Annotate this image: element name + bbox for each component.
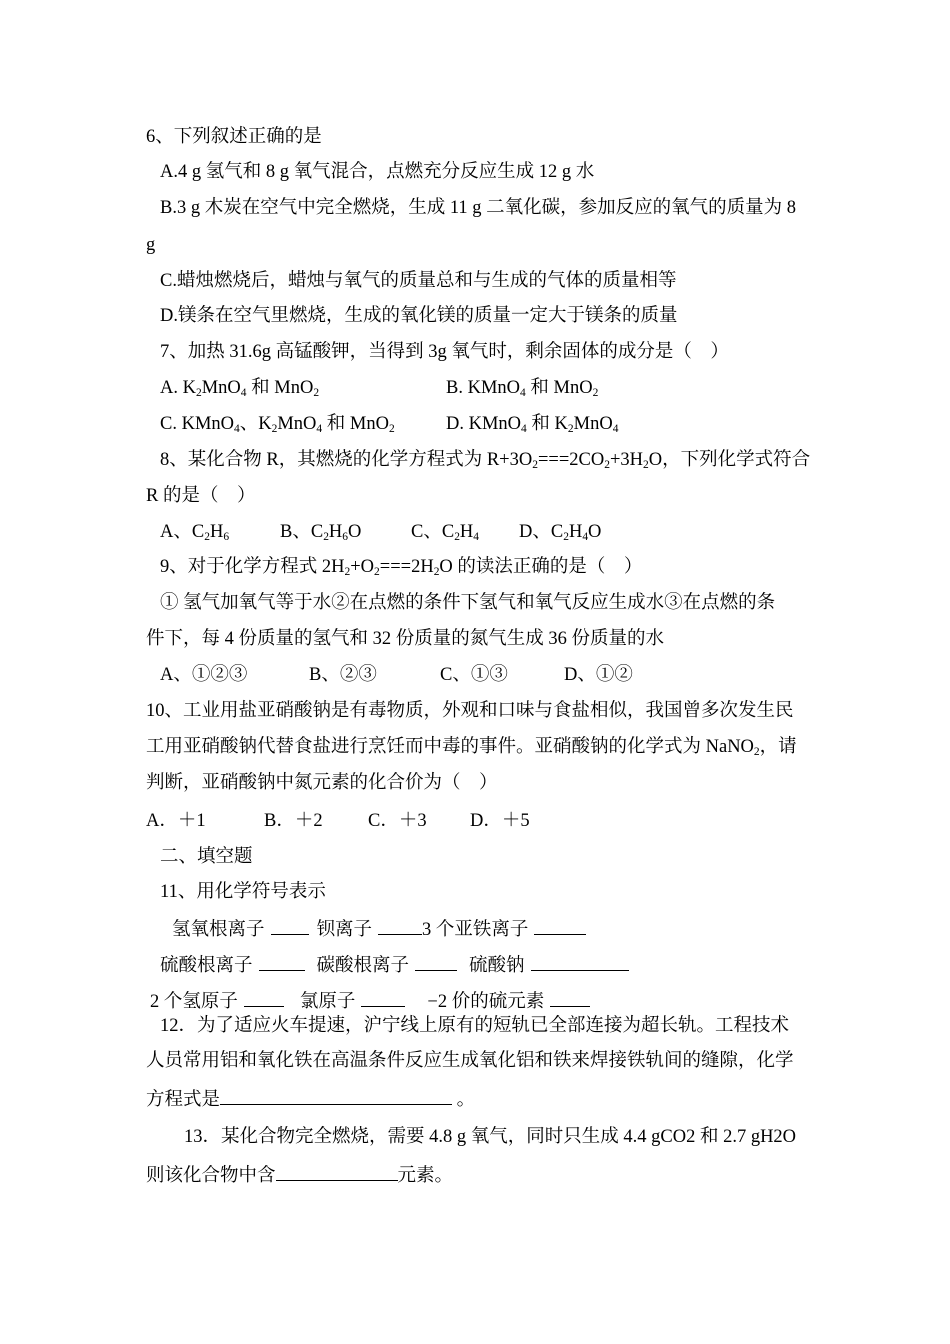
answer-blank[interactable] [259,950,305,971]
q11-label: −2 价的硫元素 [427,992,545,1012]
element-blank[interactable] [276,1160,398,1181]
q10-line1: 10、工业用盐亚硝酸钠是有毒物质，外观和口味与食盐相似，我国曾多次发生民 [146,701,794,721]
q7-option-b: B. KMnO$_4$ 和 MnO$_2$ [446,378,599,399]
q11-label: 碳酸根离子 [316,956,410,976]
q11-label: 氯原子 [299,992,356,1012]
q8-option-b: B、$C_2H_6O$ [280,522,362,543]
q10-option-a: A．＋1 [146,811,206,831]
answer-blank[interactable] [415,950,457,971]
q9-option-d: D、①② [564,665,633,685]
q8-stem-line2: R 的是（ ） [146,486,256,506]
q9-statements-line2: 件下，每 4 份质量的氢气和 32 份质量的氮气生成 36 份质量的水 [146,629,665,649]
answer-blank[interactable] [271,914,309,935]
q9-statements-line1: ① 氢气加氧气等于水②在点燃的条件下氢气和氧气反应生成水③在点燃的条 [160,593,776,613]
q9-option-b: B、②③ [309,665,377,685]
q13-line2: 则该化合物中含 元素。 [146,1160,453,1189]
q10-line3: 判断，亚硝酸钠中氮元素的化合价为（ ） [146,773,498,793]
q10-option-c: C．＋3 [368,811,427,831]
q12-line2: 人员常用铝和氧化铁在高温条件反应生成氧化铝和铁来焊接铁轨间的缝隙，化学 [146,1051,794,1071]
q11-label: 硫酸钠 [469,956,525,976]
answer-blank[interactable] [550,986,590,1007]
q7-option-a: A. $K_2MnO_4$ 和 MnO$_2$ [160,378,320,399]
q8-option-c: C、$C_2H_4$ [411,522,480,543]
q11-row3 [150,986,590,1015]
q11-stem: 11、用化学符号表示 [160,882,326,902]
q8-option-a: A、$C_2H_6$ [160,522,230,543]
q6-option-c: C.蜡烛燃烧后，蜡烛与氧气的质量总和与生成的气体的质量相等 [160,271,677,291]
q6-option-b-line1: B.3 g 木炭在空气中完全燃烧，生成 11 g 二氧化碳，参加反应的氧气的质量为 8 [160,198,797,218]
answer-blank[interactable] [378,914,422,935]
q11-label: 硫酸根离子 [160,956,253,976]
q6-option-b-line2: g [146,235,156,255]
q10-option-b: B．＋2 [264,811,323,831]
equation-blank[interactable] [220,1084,452,1105]
q8-stem: 8、某化合物 R，其燃烧的化学方程式为 $R+3O_2===2CO_2+3H_2O$，下列化学式符合 [160,450,811,471]
q9-option-c: C、①③ [440,665,508,685]
q10-line2: 工用亚硝酸钠代替食盐进行烹饪而中毒的事件。亚硝酸钠的化学式为 NaNO$_2$，请 [146,737,797,758]
q12-line1: 12．为了适应火车提速，沪宁线上原有的短轨已全部连接为超长轨。工程技术 [160,1016,790,1036]
q6-option-d: D.镁条在空气里燃烧，生成的氧化镁的质量一定大于镁条的质量 [160,306,678,326]
q7-stem: 7、加热 31.6g 高锰酸钾，当得到 3g 氧气时，剩余固体的成分是（ ） [160,342,729,362]
q13-line1: 13．某化合物完全燃烧，需要 4.8 g 氧气，同时只生成 4.4 gCO2 和 2.7 gH2O [184,1127,797,1147]
q11-row2 [160,950,629,979]
q11-label: 氢氧根离子 [172,920,265,940]
q11-row1 [172,914,586,943]
q7-option-d: D. KMnO$_4$ 和 $K_2MnO_4$ [446,414,619,435]
section-heading-fill-in: 二、填空题 [160,847,253,867]
q11-label: 2 个氢原子 [150,992,238,1012]
q12-line3: 方程式是 。 [146,1084,475,1113]
q9-option-a: A、①②③ [160,665,248,685]
q8-option-d: D、$C_2H_4O$ [519,522,602,543]
answer-blank[interactable] [361,986,405,1007]
answer-blank[interactable] [531,950,629,971]
q10-option-d: D．＋5 [470,811,530,831]
q11-label: 钡离子 [316,920,373,940]
q9-stem: 9、对于化学方程式 $2H_2+O_2===2H_2O$ 的读法正确的是（ ） [160,557,643,578]
q7-option-c: C. KMnO$_4$、$K_2MnO_4$ 和 MnO$_2$ [160,414,395,435]
q11-label: 3 个亚铁离子 [422,920,529,940]
answer-blank[interactable] [534,914,586,935]
answer-blank[interactable] [244,986,284,1007]
q6-stem: 6、下列叙述正确的是 [146,127,322,147]
q6-option-a: A.4 g 氢气和 8 g 氧气混合，点燃充分反应生成 12 g 水 [160,162,595,182]
